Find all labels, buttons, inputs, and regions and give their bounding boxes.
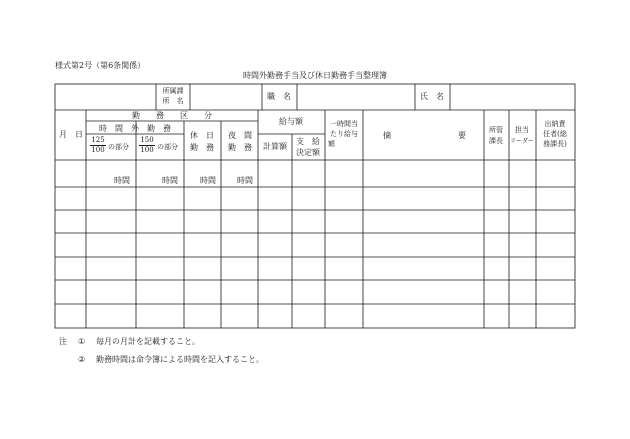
section-chief-header-line1: 所管 (489, 126, 503, 134)
note-2-text: 勤務時間は命令簿による時間を記入すること。 (96, 355, 264, 364)
paid-header-line2: 決定額 (296, 148, 320, 157)
name-label: 氏 名 (420, 92, 444, 101)
rate-150-suffix: の部分 (157, 143, 178, 151)
note-1-marker: ① (78, 337, 86, 346)
rate-125-fraction (90, 137, 106, 154)
remarks-header-left: 摘 (383, 131, 391, 140)
night-header-line2: 勤 務 (228, 143, 252, 152)
rate-125-suffix: の部分 (108, 143, 129, 151)
rate-150-fraction (139, 137, 155, 154)
hours-unit-holiday: 時間 (200, 176, 216, 185)
form-number: 様式第2号（第6条関係） (55, 61, 146, 70)
duty-category-header: 勤 務 区 分 (132, 111, 212, 120)
rate-125-numerator: 125 (91, 136, 105, 144)
rate-150-numerator: 150 (140, 136, 154, 144)
rate-125-denominator: 100 (91, 146, 105, 154)
pay-amount-header: 給与額 (279, 117, 303, 126)
position-label: 職 名 (267, 92, 291, 101)
section-chief-header-line2: 課長 (489, 137, 503, 145)
rate-150-denominator: 100 (140, 146, 154, 154)
hourly-pay-header-line2: たり給与 (330, 130, 358, 138)
note-1-text: 毎月の月計を記載すること。 (96, 337, 200, 346)
department-label-line2: 所 名 (162, 97, 184, 105)
hours-unit-150: 時間 (162, 176, 178, 185)
overtime-header: 時 間 外 勤 務 (99, 124, 171, 133)
leader-header-line2: リーダー (509, 138, 535, 145)
department-label-line1: 所属課 (162, 87, 184, 95)
paid-header-line1: 支 給 (296, 137, 320, 146)
cashier-header-line2: 任者(総 (543, 130, 567, 138)
hours-unit-night: 時間 (237, 176, 253, 185)
calc-amount-header: 計算額 (263, 142, 287, 151)
night-header-line1: 夜 間 (228, 131, 252, 140)
holiday-header-line2: 勤 務 (190, 143, 214, 152)
note-2-marker: ② (78, 355, 86, 364)
form-title: 時間外勤務手当及び休日勤務手当整理簿 (243, 71, 387, 80)
hourly-pay-header-line1: 一時間当 (330, 120, 358, 128)
hourly-pay-header-line3: 額 (328, 140, 335, 148)
cashier-header-line1: 出納責 (544, 120, 566, 128)
note-label: 注 (59, 337, 67, 346)
hours-unit-125: 時間 (114, 176, 130, 185)
remarks-header-right: 要 (458, 131, 466, 140)
month-day-header: 月 日 (59, 130, 83, 139)
cashier-header-line3: 務課長) (543, 140, 567, 148)
holiday-header-line1: 休 日 (190, 131, 214, 140)
leader-header-line1: 担当 (515, 126, 529, 134)
